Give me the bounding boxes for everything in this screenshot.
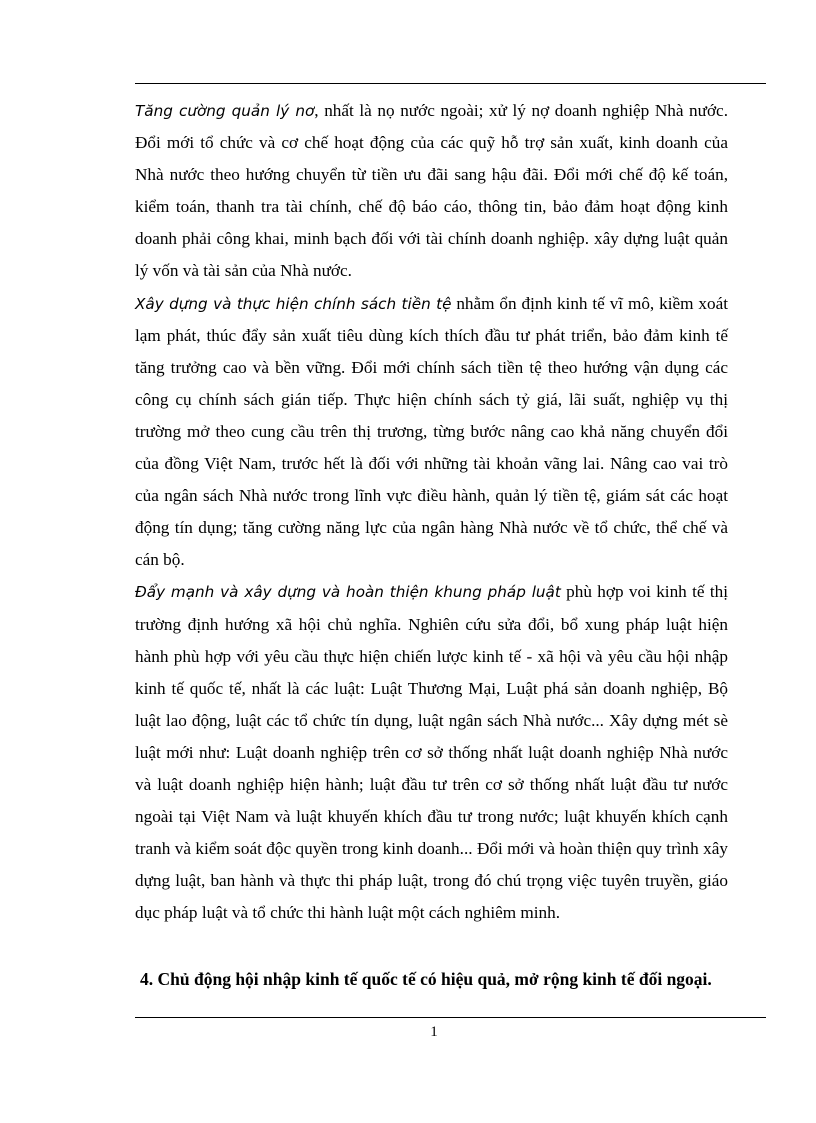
section-heading — [135, 963, 728, 995]
section-heading-text: 4. Chủ động hội nhập kinh tế quốc tế có hiệu quả, mở rộng kinh tế đối ngoại. — [140, 969, 712, 989]
paragraph-body: nhằm ổn định kinh tế vĩ mô, kiềm xoát lạm phát, thúc đẩy sản xuất tiêu dùng kích thích đầu tư phát triển, bảo đảm kinh tế tăng trưởng cao và bền vững. Đổi mới chính sách tiền tệ theo hướng vận dụng các công cụ chính sách gián tiếp. Thực hiện chính sách tỷ giá, lãi suất, nghiệp vụ thị trường mở theo cung cầu trên thị trương, từng bước nâng cao khả năng chuyển đổi của đồng Việt Nam, trước hết là đối với những tài khoản vãng lai. Nâng cao vai trò của ngân sách Nhà nước trong lĩnh vực điều hành, quản lý tiền tệ, giám sát các hoạt động tín dụng; tăng cường năng lực của ngân hàng Nhà nước về tổ chức, thể chế và cán bộ. — [135, 293, 728, 570]
header-rule — [135, 83, 766, 84]
paragraph-debt-management — [135, 95, 728, 288]
body-text — [135, 95, 728, 929]
footer-rule — [135, 1017, 766, 1018]
page-number: 1 — [430, 1024, 438, 1040]
paragraph-monetary-policy — [135, 288, 728, 577]
paragraph-lead: Đẩy mạnh và xây dựng và hoàn thiện khung pháp luật — [135, 583, 561, 602]
paragraph-lead: Tăng cường quản lý nơ — [135, 102, 315, 120]
paragraph-lead: Xây dựng và thực hiện chính sách tiền tệ — [135, 294, 452, 313]
paragraph-body: , nhất là nọ nước ngoài; xử lý nợ doanh nghiệp Nhà nước. Đổi mới tổ chức và cơ chế hoạt động của các quỹ hỗ trợ sản xuất, kinh doanh của Nhà nước theo hướng chuyển từ tiền ưu đãi sang hậu đãi. Đổi mới chế độ kế toán, kiểm toán, thanh tra tài chính, chế độ báo cáo, thông tin, bảo đảm hoạt động kinh doanh phải công khai, minh bạch đối với tài chính doanh nghiệp. xây dựng luật quản lý vốn và tài sản của Nhà nước. — [135, 101, 728, 281]
paragraph-body: phù hợp voi kinh tế thị trường định hướng xã hội chủ nghĩa. Nghiên cứu sửa đổi, bổ xung pháp luật hiện hành phù hợp với yêu cầu thực hiện chiến lược kinh tế - xã hội và yêu cầu hội nhập kinh tế quốc tế, nhất là các luật: Luật Thương Mại, Luật phá sản doanh nghiệp, Bộ luật lao động, luật các tổ chức tín dụng, luật ngân sách Nhà nước... Xây dựng mét sè luật mới như: Luật doanh nghiệp trên cơ sở thống nhất luật doanh nghiệp Nhà nước và luật doanh nghiệp hiện hành; luật đầu tư trên cơ sở thống nhất luật đầu tư nước ngoài tại Việt Nam và luật khuyến khích đầu tư trong nước; luật khuyến khích cạnh tranh và kiểm soát độc quyền trong kinh doanh... Đổi mới và hoàn thiện quy trình xây dựng luật, ban hành và thực thi pháp luật, trong đó chú trọng việc tuyên truyền, giáo dục pháp luật và tổ chức thi hành luật một cách nghiêm minh. — [135, 582, 728, 923]
paragraph-legal-framework — [135, 576, 728, 929]
